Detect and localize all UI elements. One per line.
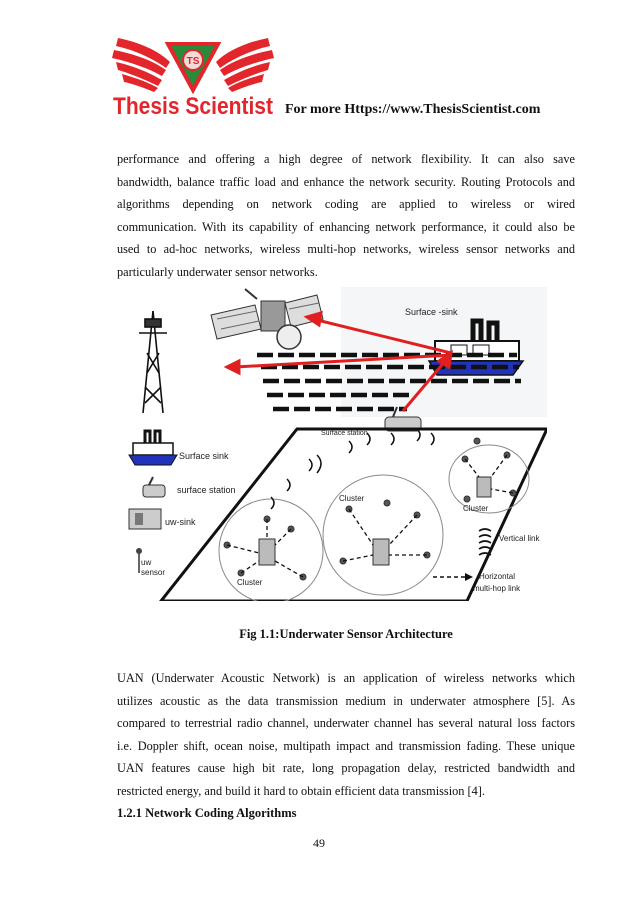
- logo-badge-text: TS: [186, 56, 200, 67]
- horizontal-link-icon: [433, 573, 473, 581]
- legend-surface-station-label: surface station: [177, 485, 236, 495]
- paragraph-line: UAN (Underwater Acoustic Network) is an application of wireless networks which: [117, 671, 575, 685]
- right-wing-icon: [216, 38, 274, 92]
- cluster-label-center: Cluster: [339, 494, 365, 503]
- cluster-label-right: Cluster: [463, 504, 489, 513]
- thesis-scientist-logo: [108, 28, 278, 124]
- legend-uw-sensor-label-1: uw: [141, 558, 152, 567]
- page-number: 49: [313, 836, 325, 850]
- paragraph-intro: [117, 148, 575, 284]
- vertical-link-label: Vertical link: [499, 534, 540, 543]
- paragraph-line: restricted energy, and build it hard to obtain efficient data transmission [4].: [117, 783, 485, 798]
- paragraph-line: algorithms depending on network coding are applied to wireless or wired: [117, 197, 575, 212]
- section-heading: 1.2.1 Network Coding Algorithms: [117, 806, 297, 820]
- paragraph-line: utilizes acoustic as the data transmission medium in underwater atmosphere [5]. As: [117, 693, 575, 708]
- legend-uw-sensor-label-2: sensor: [141, 568, 166, 577]
- paragraph-line: performance and offering a high degree of network flexibility. It can also save: [117, 152, 575, 166]
- surface-station-label: Surface station: [321, 430, 368, 437]
- paragraph-line: bandwidth, balance traffic load and enhance the network security. Routing Protocols and: [117, 174, 575, 189]
- left-wing-icon: [112, 38, 170, 92]
- legend-uw-sink-icon: [129, 509, 161, 529]
- horizontal-link-label-2: multi-hop link: [473, 584, 521, 593]
- header-website-link[interactable]: For more Https://www.ThesisScientist.com: [285, 102, 541, 117]
- legend-uw-sink-label: uw-sink: [165, 517, 196, 527]
- paragraph-uan: [117, 667, 575, 803]
- underwater-sensor-architecture-figure: [117, 283, 547, 601]
- paragraph-line: UAN features cause high bit rate, long propagation delay, restricted bandwidth and: [117, 761, 575, 776]
- cell-tower-icon: [139, 311, 167, 413]
- paragraph-line: i.e. Doppler shift, ocean noise, multipath impact and transmission fading. These unique: [117, 738, 575, 753]
- paragraph-line: used to ad-hoc networks, wireless multi-hop networks, wireless sensor networks and: [117, 242, 575, 257]
- legend-ship-icon: [129, 431, 177, 465]
- figure-caption: Fig 1.1:Underwater Sensor Architecture: [239, 627, 453, 641]
- cluster-circle-center: [323, 475, 443, 595]
- cluster-label-left: Cluster: [237, 578, 263, 587]
- paragraph-line: communication. With its capability of enhancing network performance, it could also be: [117, 219, 575, 234]
- paragraph-line: compared to terrestrial radio channel, underwater channel has several natural loss factors: [117, 716, 575, 731]
- horizontal-link-label-1: Horizontal: [479, 572, 516, 581]
- legend-surface-sink-label: Surface sink: [179, 451, 229, 461]
- surface-sink-label: Surface -sink: [405, 307, 458, 317]
- satellite-icon: [211, 289, 323, 349]
- paragraph-line: particularly underwater sensor networks.: [117, 264, 318, 279]
- uw-sink-nodes: [259, 477, 491, 565]
- logo-wordmark: Thesis Scientist: [113, 93, 274, 120]
- legend-station-icon: [143, 477, 165, 497]
